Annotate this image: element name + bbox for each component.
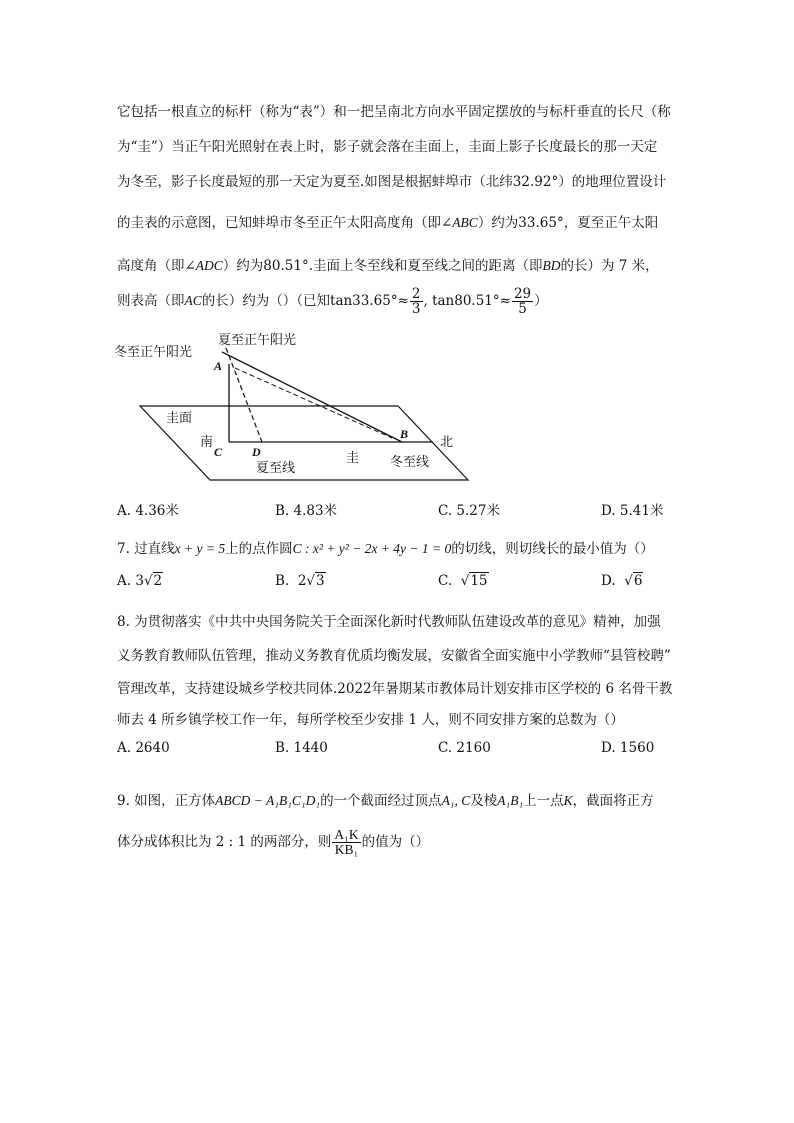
cube-name: ABCD − A₁B₁C₁D₁ [215, 793, 321, 808]
q6-line-3: 为冬至，影子长度最短的那一天定为夏至.如图是根据蚌埠市（北纬32.92°）的地理位置设计 [117, 174, 667, 190]
q6-option-a: A. 4.36米 [117, 503, 179, 519]
edge-a1b1: A₁B₁ [497, 793, 524, 808]
q8-option-d: D. 1560 [601, 740, 655, 756]
q8-line-1: 8. 为贯彻落实《中共中央国务院关于全面深化新时代教师队伍建设改革的意见》精神，加强 [117, 614, 661, 630]
q6-option-c: C. 5.27米 [438, 503, 500, 519]
point-c: C [214, 445, 223, 459]
south-label: 南 [200, 435, 214, 450]
q8-line-3: 管理改革，支持建设城乡学校共同体.2022年暑期某市教体局计划安排市区学校的 6 名骨干教 [117, 681, 673, 697]
q9-line-1: 9. 如图，正方体ABCD − A₁B₁C₁D₁的一个截面经过顶点A₁, C及棱A₁B₁上一点K，截面将正方 [117, 793, 654, 809]
q9-line-2: 体分成体积比为 2 : 1 的两部分，则 $\frac{\text{A₁K}}{\text{KB₁}}$ 的值为（） [117, 827, 430, 858]
q8-option-c: C. 2160 [438, 740, 491, 756]
fraction-two-thirds: $\frac{2}{3}$ [411, 286, 421, 318]
angle-adc: ∠ADC [184, 258, 223, 273]
segment-ac: AC [184, 293, 202, 309]
circle-equation: C : x² + y² − 2x + 4y − 1 = 0 [292, 541, 452, 556]
q6-line-2: 为“圭”）当正午阳光照射在表上时，影子就会落在圭面上，圭面上影子长度最长的那一天定 [117, 139, 658, 155]
winter-line-label: 冬至线 [390, 455, 430, 470]
point-k: K [563, 793, 573, 808]
point-a: A [214, 359, 223, 373]
gui-label: 圭 [346, 451, 360, 466]
q6-line-6: 则表高（即AC的长）约为（）（已知tan33.65°≈ $\frac{2}{3}$ , tan80.51°≈ $\frac{29}{5}$ ） [117, 286, 548, 318]
angle-abc: ∠ABC [441, 215, 478, 230]
q6-option-d: D. 5.41米 [601, 503, 664, 519]
segment-bd: BD [542, 258, 561, 273]
line-equation: x + y = 5 [174, 541, 226, 556]
summer-dashed-extra [235, 368, 392, 438]
q8-line-2: 义务教育教师队伍管理，推动义务教育优质均衡发展，安徽省全面实施中小学教师“县管校聘” [117, 648, 671, 664]
gnomon-diagram [110, 330, 490, 492]
q6-option-b: B. 4.83米 [275, 503, 338, 519]
q7-option-b: B. 2√3 [275, 573, 325, 589]
point-b: B [400, 427, 409, 441]
summer-ray [226, 348, 262, 442]
section-vertices: A₁, C [441, 793, 471, 808]
q8-option-a: A. 2640 [117, 740, 170, 756]
summer-light-label: 夏至正午阳光 [218, 333, 297, 348]
q6-line-1: 它包括一根直立的标杆（称为“表”）和一把呈南北方向水平固定摆放的与标杆垂直的长尺（称 [117, 104, 671, 120]
q7-option-d: D. √6 [601, 573, 643, 589]
q7-option-c: C. √15 [438, 573, 488, 589]
q8-option-b: B. 1440 [275, 740, 328, 756]
q7-stem: 7. 过直线x + y = 5上的点作圆C : x² + y² − 2x + 4y − 1 = 0的切线，则切线长的最小值为（） [117, 541, 654, 557]
winter-ray [222, 352, 402, 442]
fraction-29-fifths: $\frac{29}{5}$ [513, 286, 532, 318]
summer-line-label: 夏至线 [256, 461, 296, 476]
ratio-fraction: $\frac{\text{A₁K}}{\text{KB₁}}$ [334, 827, 359, 858]
point-d: D [252, 445, 261, 459]
winter-light-label: 冬至正午阳光 [114, 345, 193, 360]
q6-line-5: 高度角（即∠ADC）约为80.51°.圭面上冬至线和夏至线之间的距离（即BD的长）为 7 米， [117, 258, 659, 274]
q7-option-a: A. 3√2 [117, 573, 163, 589]
q8-line-4: 师去 4 所乡镇学校工作一年，每所学校至少安排 1 人，则不同安排方案的总数为（） [117, 712, 624, 728]
north-label: 北 [440, 435, 454, 450]
q6-line-4: 的圭表的示意图，已知蚌埠市冬至正午太阳高度角（即∠ABC）约为33.65°，夏至正午太阳 [117, 215, 659, 231]
gui-mian-label: 圭面 [166, 411, 193, 426]
